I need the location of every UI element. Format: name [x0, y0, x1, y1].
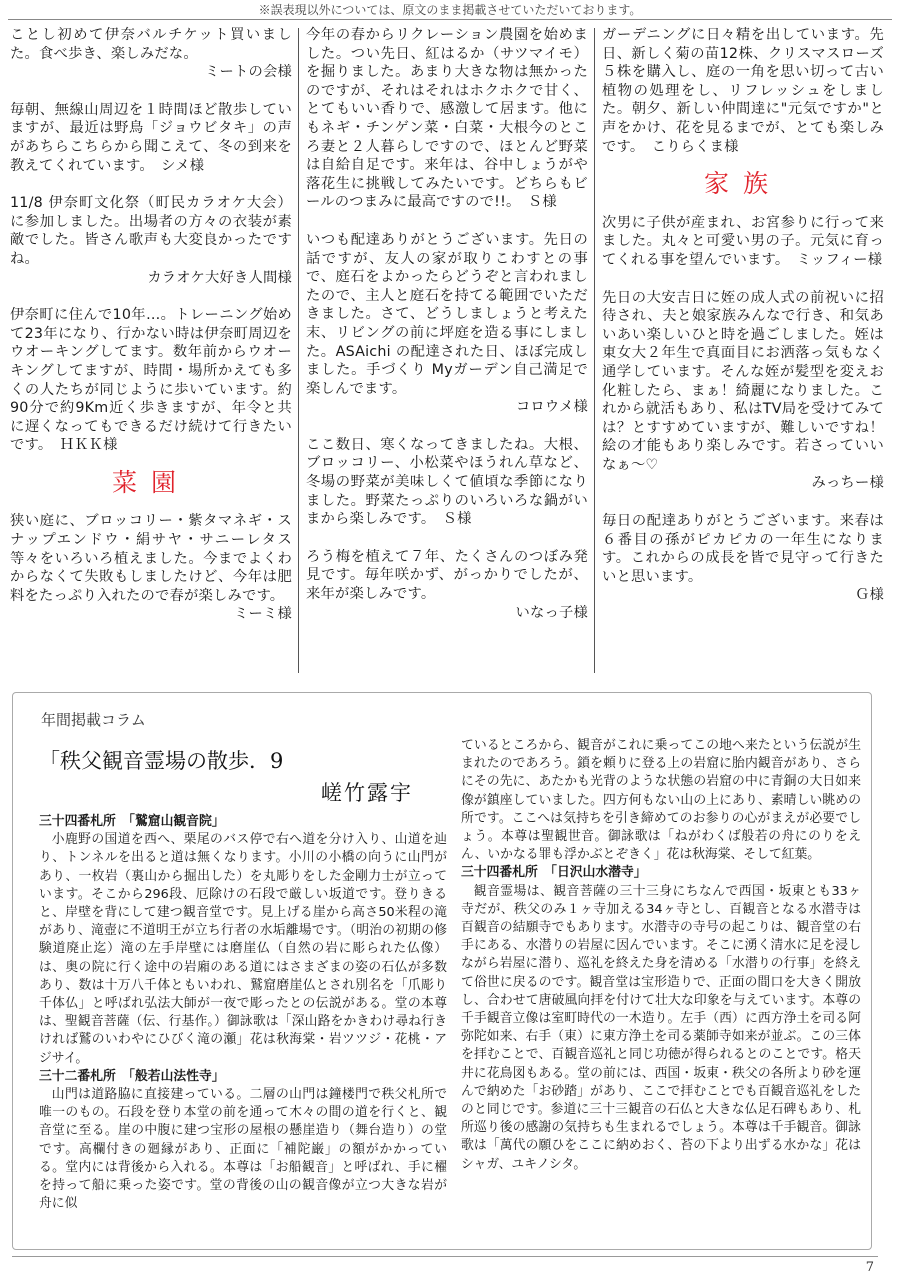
letter: 11/8 伊奈町文化祭（町民カラオケ大会）に参加しました。出場者の方々の衣装が素敵でした。皆さん歌声も大変良かったですね。 カラオケ大好き人間様	[10, 195, 292, 286]
temple-heading: 三十二番札所 「般若山法性寺」	[39, 1068, 225, 1084]
column-divider	[594, 28, 595, 673]
letter-signature: Ｇ様	[855, 587, 884, 604]
letter: 今年の春からリクレーション農園を始めました。つい先日、紅はるか（サツマイモ）を掘りました。あまり大きな物は無かったのですが、それはそれはホクホクで甘く、とてもいい香りで、感激して居ます。他にもネギ・チンゲン菜・白菜・大根今のところ妻と２人暮らしですので、ほとんど野菜は自給自足です。来年は、谷中しょうがや落花生に挑戦してみたいです。どちらもビールのつまみに最高ですので!!。 Ｓ様	[306, 27, 588, 211]
letter-signature: カラオケ大好き人間様	[147, 269, 292, 286]
annual-column-box	[12, 692, 872, 1250]
section-heading-family: 家族	[703, 169, 782, 199]
letter: ろう梅を植えて７年、たくさんのつぼみ発見です。毎年咲かず、がっかりでしたが、来年が楽しみです。 いなっ子様	[306, 548, 588, 621]
column-author: 嵯竹露宇	[321, 781, 413, 805]
notice-banner: ※誤表現以外については、原文のまま掲載させていただいております。	[0, 0, 900, 20]
letter-signature: ミーミ様	[234, 606, 292, 623]
letters-column-2	[306, 26, 588, 676]
letter-signature: みっちー様	[811, 475, 884, 492]
letter-signature: いなっ子様	[515, 604, 588, 621]
letter: ガーデニングに日々精を出しています。先日、新しく菊の苗12株、クリスマスローズ５株を購入し、庭の一角を思い切って古い植物の処理をし、リフレッシュをしました。朝夕、新しい仲間達に"元気ですか"と声をかけ、花を見るまでが、とても楽しみです。 こりらくま様	[602, 27, 884, 155]
temple-heading: 三十四番札所 「日沢山水潜寺」	[461, 865, 647, 881]
column-divider	[298, 28, 299, 673]
letter: 先日の大安吉日に姪の成人式の前祝いに招待され、夫と娘家族みんなで行き、和気あいあい楽しいひと時を過ごしました。姪は東女大２年生で真面目にお洒落っ気もなく通学しています。そんな姪が髪型を変えお化粧したら、まぁ！綺麗になりました。これから就活もあり、私はTV局を受けてみては？とすすめていますが、難しいですね！絵の才能もあり楽しみです。若さっていいなぁ〜♡ みっちー様	[602, 289, 884, 492]
letter: ことし初めて伊奈バルチケット買いました。食べ歩き、楽しみだな。 ミートの会様	[10, 27, 292, 81]
letter: ここ数日、寒くなってきましたね。大根、ブロッコリー、小松菜やほうれん草など、冬場の野菜が美味しくて値頃な季節になりました。野菜たっぷりのいろいろな鍋がいまから楽しみです。 Ｓ様	[306, 436, 588, 528]
letter: 伊奈町に住んで10年…。トレーニング始めて23年になり、行かない時は伊奈町周辺をウオーキングしてます。数年前からウオーキングしてますが、時間・場所かえても多くの人たちが同じように歩いています。約90分で約9Km近く歩きますが、年令と共に遅くなってもできるだけ続けて行きたいです。 ＨＫＫ様	[10, 307, 292, 454]
column-paragraph: ているところから、観音がこれに乗ってこの地へ来たという伝説が生まれたのであろう。鎖を頼りに登る上の岩窟に胎内観音があり、さらにその先に、あたかも光背のような状態の岩窟の中に青銅の大日如来像が鎮座していました。四方何もない山の上にあり、素晴しい眺めの所です。ここへは気持ちを引き締めてのお参りの心がまえが必要でしょう。本尊は聖観世音。御詠歌は「ねがわくば般若の舟にのりをえん、いかなる罪も浮かぶとぞきく」花は秋海棠、そして紅葉。	[461, 738, 861, 863]
column-label: 年間掲載コラム	[41, 711, 146, 729]
column-body-left	[39, 813, 447, 1243]
column-title: 「秩父観音霊場の散歩．9	[39, 749, 284, 773]
letter: 毎朝、無線山周辺を１時間ほど散歩していますが、最近は野鳥「ジョウビタキ」の声があちらこちらから聞こえて、冬の到来を教えてくれています。 シメ様	[10, 101, 292, 174]
footer-rule	[12, 1256, 878, 1257]
letters-column-1	[10, 26, 292, 676]
column-paragraph: 小鹿野の国道を西へ、栗尾のバス停で右へ道を分け入り、山道を辿り、トンネルを出ると道は無くなります。小川の小橋の向うに山門があり、一枚岩（裏山から掘出した）を丸彫りをした金剛力士が立っています。そこから296段、厄除けの石段で厳しい坂道です。登りきると、岸壁を背にして建つ観音堂です。見上げる崖から高さ50米程の滝があり、滝壺に不道明王が立ち行者の水垢離場です。（明治の初期の修験道廃止迄）滝の左手岸壁には磨崖仏（自然の岩に彫られた仏像）は、奥の院に行く途中の岩廂のある道にはさまざまの姿の石仏が多数あり、数は十万八千体ともいわれ、鷲窟磨崖仏とされ別名を「爪彫り千体仏」と呼ばれ弘法大師が一夜で彫ったとの伝説がある。堂の本尊は、聖観音菩薩（伝、行基作。）御詠歌は「深山路をかきわけ尋ね行きければ鷲のいわやにひびく滝の瀬」花は秋海棠・岩ツツジ・花桃・アジサイ。	[39, 832, 447, 1066]
letter-signature: コロウメ様	[515, 399, 588, 416]
column-paragraph: 観音霊場は、観音菩薩の三十三身にちなんで西国・坂東とも33ヶ寺だが、秩父のみ１ヶ寺加える34ヶ寺とし、百観音となる水潜寺は百観音の結願寺でもあります。水潜寺の寺号の起こりは、観音堂の右手にある、水潜りの岩屋に因んでいます。そこに湧く清水に足を浸しながら岩屋に潜り、巡礼を終えた身を清める「水潜りの行事」を終えて俗世に戻るのです。観音堂は宝形造りで、正面の間口を大きく開放し、合わせて唐破風向拝を付けて壮大な印象を与えています。本尊の千手観音立像は室町時代の一木造り。左手（西）に西方浄土を司る阿弥陀如来、右手（東）に東方浄土を司る薬師寺如来が並ぶ。この三体を拝むことで、百観音巡礼と同じ功徳が得られるとのことです。格天井に花鳥図もある。堂の前には、西国・坂東・秩父の各所より砂を運んで納めた「お砂踏」があり、ここで拝むことでも百観音巡礼をしたのと同じです。参道に三十三観音の石仏と大きな仏足石碑もあり、札所巡り後の感謝の気持ちも生まれるでしょう。本尊は千手観音。御詠歌は「萬代の願ひをここに納めおく、苔の下より出ずる水かな」花はシャガ、ユキノシタ。	[461, 883, 861, 1172]
letter-signature: ミートの会様	[205, 64, 292, 81]
letters-column-3	[602, 26, 884, 676]
letter: 狭い庭に、ブロッコリー・紫タマネギ・スナップエンドウ・絹サヤ・サニーレタス等々をいろいろ植えました。今までよくわからなくて失敗もしましたけど、今年は肥料をたっぷり入れたので春が楽しみです。 ミーミ様	[10, 513, 292, 623]
letter: 毎日の配達ありがとうございます。来春は６番目の孫がピカピカの一年生になります。これからの成長を皆で見守って行きたいと思います。 Ｇ様	[602, 513, 884, 604]
letter: いつも配達ありがとうございます。先日の話ですが、友人の家が取りこわすとの事で、庭石をよかったらどうぞと言われましたので、主人と庭石を持てる範囲でいただきました。さて、どうしましょうと考えた末、リビングの前に坪庭を造る事にしました。ASAichi の配達された日、ほぼ完成しました。手づくり Myガーデン自己満足で楽しんでます。 コロウメ様	[306, 231, 588, 416]
column-paragraph: 山門は道路脇に直接建っている。二層の山門は鐘楼門で秩父札所で唯一のもの。石段を登り本堂の前を通って木々の間の道を行くと、観音堂に至る。崖の中腹に建つ宝形の屋根の懸崖造り（舞台造り）の堂です。高欄付きの廻縁があり、正面に「補陀巌」の額がかかっている。堂内には背後から入れる。本尊は「お船観音」と呼ばれ、手に櫂を持って船に乗った姿です。堂の背後の山の観音像が立つ大きな岩が舟に似	[39, 1087, 447, 1212]
column-body-right	[461, 737, 861, 1243]
section-heading-garden: 菜園	[111, 467, 190, 497]
page-number: 7	[865, 1260, 874, 1275]
letter: 次男に子供が産まれ、お宮参りに行って来ました。丸々と可愛い男の子。元気に育ってくれる事を望んでいます。 ミッフィー様	[602, 214, 884, 268]
temple-heading: 三十四番札所 「鷲窟山観音院」	[39, 814, 225, 829]
